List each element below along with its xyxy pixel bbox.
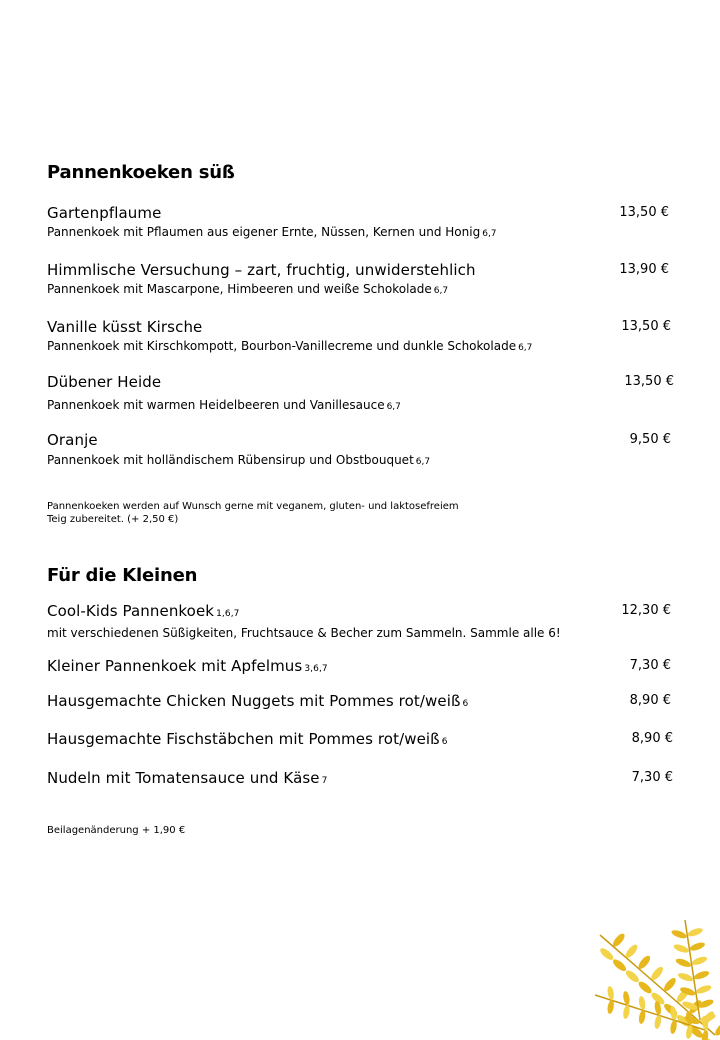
item-allergens: 6 [441,737,448,747]
menu-item [47,204,677,242]
menu-item [47,769,677,790]
item-allergens: 6,7 [518,343,533,353]
menu-item [47,602,677,641]
menu-item [47,657,677,678]
item-name: Kleiner Pannenkoek mit Apfelmus 3,6,7 [47,657,328,675]
item-description: Pannenkoek mit warmen Heidelbeeren und Vanillesauce 6,7 [47,398,401,412]
leaf [671,929,688,940]
item-description: mit verschiedenen Süßigkeiten, Fruchtsauce & Becher zum Sammeln. Sammle alle 6! [47,626,561,640]
section-title-sweet: Pannenkoeken süß [47,162,235,183]
leaf [693,969,710,980]
item-description: Pannenkoek mit Mascarpone, Himbeeren und weiße Schokolade 6,7 [47,282,449,296]
leaf [691,955,708,966]
menu-item [47,730,677,751]
item-price: 12,30 € [621,603,671,618]
dough-note [47,500,459,526]
item-description: Pannenkoek mit Kirschkompott, Bourbon-Vanillecreme und dunkle Schokolade 6,7 [47,339,533,353]
item-name: Dübener Heide [47,373,162,391]
leaf [695,984,712,995]
leaf [624,969,641,985]
item-allergens: 3,6,7 [304,664,328,674]
leaf [611,957,628,973]
item-allergens: 6 [462,699,469,709]
menu-item [47,692,677,713]
leaf [669,1020,677,1035]
item-price: 13,90 € [619,262,669,277]
item-price: 8,90 € [629,693,671,708]
menu-item [47,318,677,356]
leaf [654,1015,662,1030]
item-name: Cool-Kids Pannenkoek 1,6,7 [47,602,240,620]
leaf [675,957,692,968]
menu-item [47,373,677,415]
leaf [622,1005,630,1020]
item-price: 13,50 € [621,319,671,334]
leaf [677,971,694,982]
leaf [689,941,706,952]
note-line: Teig zubereitet. (+ 2,50 €) [47,514,179,525]
item-allergens: 1,6,7 [216,609,240,619]
menu-item [47,261,677,299]
note-line: Pannenkoeken werden auf Wunsch gerne mit veganem, gluten- und laktosefreiem [47,501,459,512]
leaf [607,1000,615,1015]
item-price: 7,30 € [629,658,671,673]
item-price: 8,90 € [631,731,673,746]
item-allergens: 6,7 [482,229,497,239]
item-name: Oranje [47,431,98,449]
leaf [622,991,630,1006]
item-name: Hausgemachte Chicken Nuggets mit Pommes rot/weiß 6 [47,692,469,710]
item-name: Himmlische Versuchung – zart, fruchtig, unwiderstehlich [47,261,476,279]
item-price: 9,50 € [629,432,671,447]
leaf [638,1010,646,1025]
item-price: 13,50 € [624,374,674,389]
section-title-kids: Für die Kleinen [47,565,198,586]
item-allergens: 6,7 [415,457,431,467]
yellow-leaves-icon [580,910,720,1040]
leaf [687,927,704,938]
item-allergens: 7 [321,776,328,786]
leaf [673,943,690,954]
item-name: Hausgemachte Fischstäbchen mit Pommes rot/weiß 6 [47,730,448,748]
item-name: Vanille küsst Kirsche [47,318,203,336]
menu-item [47,431,677,470]
item-allergens: 6,7 [433,286,449,296]
leaf [598,946,615,962]
item-price: 7,30 € [631,770,673,785]
leaf [697,998,714,1009]
item-description: Pannenkoek mit holländischem Rübensirup und Obstbouquet 6,7 [47,453,431,467]
leaf [637,980,654,996]
item-name: Nudeln mit Tomatensauce und Käse 7 [47,769,328,787]
note-line: Beilagenänderung + 1,90 € [47,825,186,836]
leaf [638,996,646,1011]
item-name: Gartenpflaume [47,204,162,222]
side-change-note [47,824,185,837]
item-price: 13,50 € [619,205,669,220]
item-allergens: 6,7 [386,402,401,412]
item-description: Pannenkoek mit Pflaumen aus eigener Ernte, Nüssen, Kernen und Honig 6,7 [47,225,497,239]
leaf [607,986,615,1001]
